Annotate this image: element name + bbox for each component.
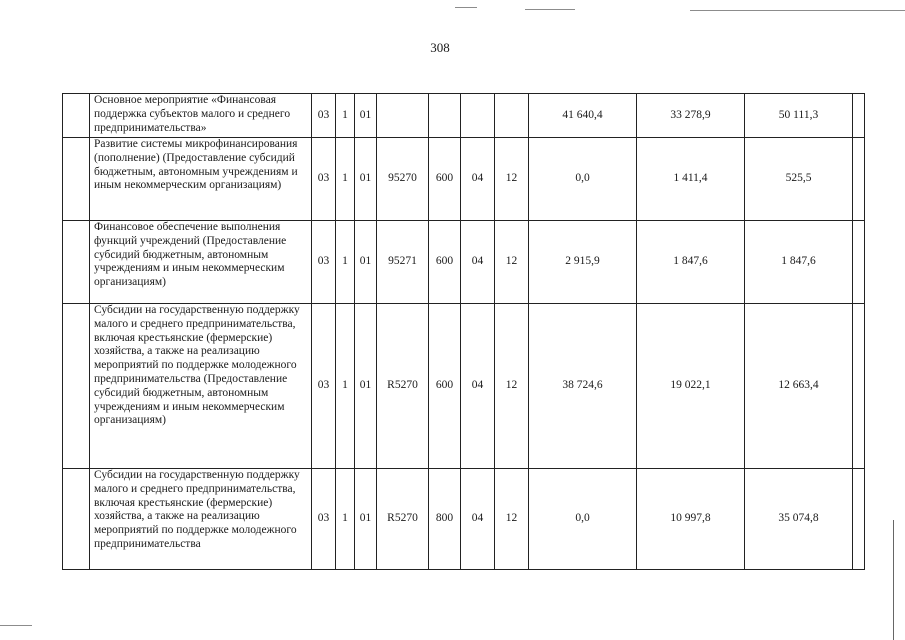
amount-year-1-cell: 38 724,6: [529, 304, 637, 469]
direction-code-cell: R5270: [377, 469, 429, 570]
amount-year-3-cell: 50 111,3: [745, 94, 853, 138]
amount-year-2-cell: 19 022,1: [637, 304, 745, 469]
item-name-cell: Развитие системы микрофинансирования (пополнение) (Предоставление субсидий бюджетным, автономным учреждениям и иным некоммерческим организациям): [90, 138, 312, 221]
row-lead-cell: [63, 138, 90, 221]
subsection-cell: 12: [495, 469, 529, 570]
scan-mark-top-3: [690, 10, 905, 11]
table-row: [63, 469, 865, 570]
direction-code-cell: 95270: [377, 138, 429, 221]
direction-code-cell: 95271: [377, 221, 429, 304]
expense-type-cell: [429, 94, 461, 138]
amount-year-2-cell: 1 411,4: [637, 138, 745, 221]
scan-mark-bottom-left: [0, 625, 32, 626]
row-tail-cell: [853, 221, 865, 304]
expense-type-cell: 800: [429, 469, 461, 570]
amount-year-3-cell: 12 663,4: [745, 304, 853, 469]
section-cell: [461, 94, 495, 138]
subprogram-code-cell: 1: [336, 469, 355, 570]
direction-code-cell: R5270: [377, 304, 429, 469]
subprogram-code-cell: 1: [336, 221, 355, 304]
table-row: [63, 94, 865, 138]
table-row: [63, 304, 865, 469]
program-code-cell: 03: [312, 304, 336, 469]
item-name-cell: Субсидии на государственную поддержку малого и среднего предпринимательства, включая крестьянские (фермерские) хозяйства, а также на реализацию мероприятий по поддержке молодежного предпринимательства: [90, 469, 312, 570]
row-lead-cell: [63, 221, 90, 304]
amount-year-1-cell: 0,0: [529, 469, 637, 570]
amount-year-1-cell: 2 915,9: [529, 221, 637, 304]
subsection-cell: 12: [495, 304, 529, 469]
program-code-cell: 03: [312, 138, 336, 221]
page-number: 308: [430, 40, 450, 55]
subsection-cell: [495, 94, 529, 138]
budget-table: [62, 93, 865, 570]
program-code-cell: 03: [312, 221, 336, 304]
scan-mark-top-1: [455, 7, 477, 8]
section-cell: 04: [461, 138, 495, 221]
row-tail-cell: [853, 469, 865, 570]
amount-year-2-cell: 10 997,8: [637, 469, 745, 570]
main-event-code-cell: 01: [355, 221, 377, 304]
amount-year-1-cell: 41 640,4: [529, 94, 637, 138]
subsection-cell: 12: [495, 138, 529, 221]
main-event-code-cell: 01: [355, 138, 377, 221]
amount-year-1-cell: 0,0: [529, 138, 637, 221]
amount-year-3-cell: 1 847,6: [745, 221, 853, 304]
item-name-cell: Финансовое обеспечение выполнения функций учреждений (Предоставление субсидий бюджетным, автономным учреждениям и иным некоммерческим организациям): [90, 221, 312, 304]
item-name-cell: Субсидии на государственную поддержку малого и среднего предпринимательства, включая крестьянские (фермерские) хозяйства, а также на реализацию мероприятий по поддержке молодежного предпринимательства (Предоставление субсидий бюджетным, автономным учреждениям и иным некоммерческим организациям): [90, 304, 312, 469]
amount-year-2-cell: 1 847,6: [637, 221, 745, 304]
main-event-code-cell: 01: [355, 304, 377, 469]
main-event-code-cell: 01: [355, 469, 377, 570]
program-code-cell: 03: [312, 469, 336, 570]
page-edge-line: [893, 520, 894, 640]
scan-mark-top-2: [525, 9, 575, 10]
row-tail-cell: [853, 138, 865, 221]
expense-type-cell: 600: [429, 304, 461, 469]
item-name-cell: Основное мероприятие «Финансовая поддержка субъектов малого и среднего предпринимательства»: [90, 94, 312, 138]
subsection-cell: 12: [495, 221, 529, 304]
main-event-code-cell: 01: [355, 94, 377, 138]
row-lead-cell: [63, 94, 90, 138]
section-cell: 04: [461, 304, 495, 469]
amount-year-3-cell: 35 074,8: [745, 469, 853, 570]
expense-type-cell: 600: [429, 221, 461, 304]
subprogram-code-cell: 1: [336, 304, 355, 469]
section-cell: 04: [461, 469, 495, 570]
table-row: [63, 221, 865, 304]
section-cell: 04: [461, 221, 495, 304]
direction-code-cell: [377, 94, 429, 138]
amount-year-2-cell: 33 278,9: [637, 94, 745, 138]
row-tail-cell: [853, 94, 865, 138]
amount-year-3-cell: 525,5: [745, 138, 853, 221]
expense-type-cell: 600: [429, 138, 461, 221]
row-lead-cell: [63, 304, 90, 469]
row-lead-cell: [63, 469, 90, 570]
program-code-cell: 03: [312, 94, 336, 138]
subprogram-code-cell: 1: [336, 94, 355, 138]
row-tail-cell: [853, 304, 865, 469]
table-row: [63, 138, 865, 221]
subprogram-code-cell: 1: [336, 138, 355, 221]
